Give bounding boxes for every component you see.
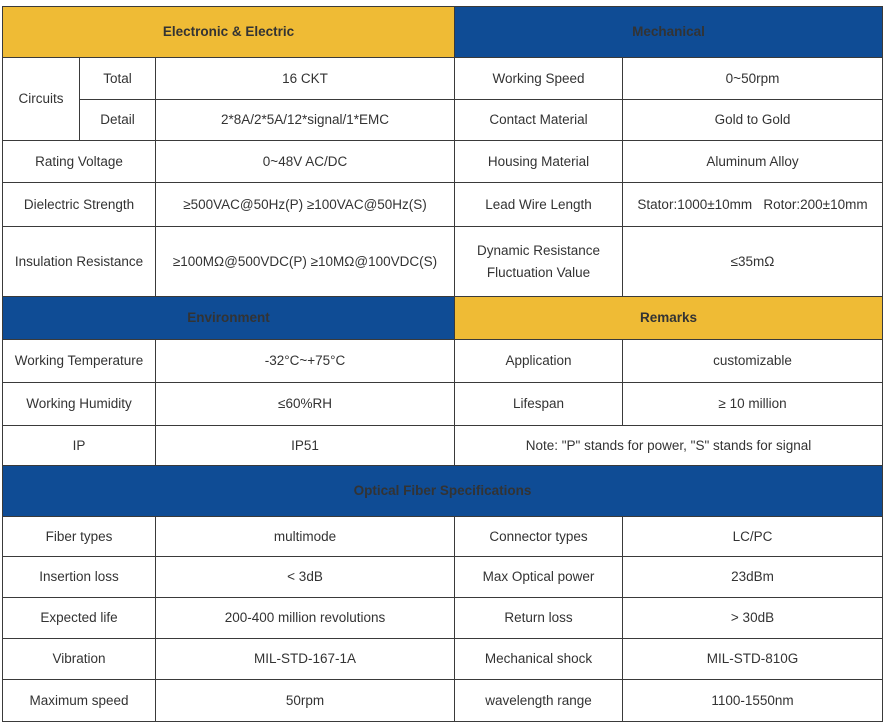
optical-label-left: Maximum speed <box>3 680 156 722</box>
total-label: Total <box>80 58 156 100</box>
lead-wire-length-value: Stator:1000±10mm Rotor:200±10mm <box>623 183 883 227</box>
optical-value-right: MIL-STD-810G <box>623 639 883 680</box>
optical-value-right: 23dBm <box>623 557 883 598</box>
working-speed-value: 0~50rpm <box>623 58 883 100</box>
lead-wire-length-label: Lead Wire Length <box>455 183 623 227</box>
optical-value-left: MIL-STD-167-1A <box>156 639 455 680</box>
rating-voltage-value: 0~48V AC/DC <box>156 141 455 183</box>
table-row <box>3 639 883 680</box>
lifespan-label: Lifespan <box>455 383 623 426</box>
detail-value: 2*8A/2*5A/12*signal/1*EMC <box>156 100 455 141</box>
optical-label-right: wavelength range <box>455 680 623 722</box>
dielectric-strength-value: ≥500VAC@50Hz(P) ≥100VAC@50Hz(S) <box>156 183 455 227</box>
insulation-resistance-value: ≥100MΩ@500VDC(P) ≥10MΩ@100VDC(S) <box>156 227 455 297</box>
insulation-resistance-label: Insulation Resistance <box>3 227 156 297</box>
optical-value-right: 1100-1550nm <box>623 680 883 722</box>
optical-value-right: LC/PC <box>623 517 883 557</box>
optical-value-left: 50rpm <box>156 680 455 722</box>
optical-label-right: Mechanical shock <box>455 639 623 680</box>
spec-table <box>2 6 883 722</box>
dynamic-resistance-label <box>455 227 623 297</box>
optical-value-right: > 30dB <box>623 598 883 639</box>
dynamic-resistance-label-line2: Fluctuation Value <box>486 264 591 280</box>
optical-label-left: Vibration <box>3 639 156 680</box>
dielectric-strength-label: Dielectric Strength <box>3 183 156 227</box>
housing-material-value: Aluminum Alloy <box>623 141 883 183</box>
table-row <box>3 598 883 639</box>
working-temperature-value: -32°C~+75°C <box>156 340 455 383</box>
working-humidity-label: Working Humidity <box>3 383 156 426</box>
application-label: Application <box>455 340 623 383</box>
detail-label: Detail <box>80 100 156 141</box>
remarks-section-header: Remarks <box>455 297 883 340</box>
application-value: customizable <box>623 340 883 383</box>
mechanical-section-header: Mechanical <box>455 7 883 58</box>
total-value: 16 CKT <box>156 58 455 100</box>
optical-label-left: Insertion loss <box>3 557 156 598</box>
optical-label-right: Max Optical power <box>455 557 623 598</box>
working-speed-label: Working Speed <box>455 58 623 100</box>
dynamic-resistance-value: ≤35mΩ <box>623 227 883 297</box>
dynamic-resistance-label-line1: Dynamic Resistance <box>476 242 601 258</box>
table-row <box>3 517 883 557</box>
optical-section-header: Optical Fiber Specifications <box>3 466 883 517</box>
contact-material-label: Contact Material <box>455 100 623 141</box>
optical-label-left: Expected life <box>3 598 156 639</box>
contact-material-value: Gold to Gold <box>623 100 883 141</box>
optical-label-right: Connector types <box>455 517 623 557</box>
ip-value: IP51 <box>156 426 455 466</box>
ip-label: IP <box>3 426 156 466</box>
remarks-note: Note: "P" stands for power, "S" stands for signal <box>455 426 883 466</box>
optical-value-left: multimode <box>156 517 455 557</box>
lifespan-value: ≥ 10 million <box>623 383 883 426</box>
optical-label-left: Fiber types <box>3 517 156 557</box>
environment-section-header: Environment <box>3 297 455 340</box>
circuits-label: Circuits <box>3 58 80 141</box>
table-row <box>3 680 883 722</box>
electronic-section-header: Electronic & Electric <box>3 7 455 58</box>
rating-voltage-label: Rating Voltage <box>3 141 156 183</box>
optical-label-right: Return loss <box>455 598 623 639</box>
working-humidity-value: ≤60%RH <box>156 383 455 426</box>
optical-value-left: 200-400 million revolutions <box>156 598 455 639</box>
optical-value-left: < 3dB <box>156 557 455 598</box>
table-row <box>3 557 883 598</box>
housing-material-label: Housing Material <box>455 141 623 183</box>
working-temperature-label: Working Temperature <box>3 340 156 383</box>
